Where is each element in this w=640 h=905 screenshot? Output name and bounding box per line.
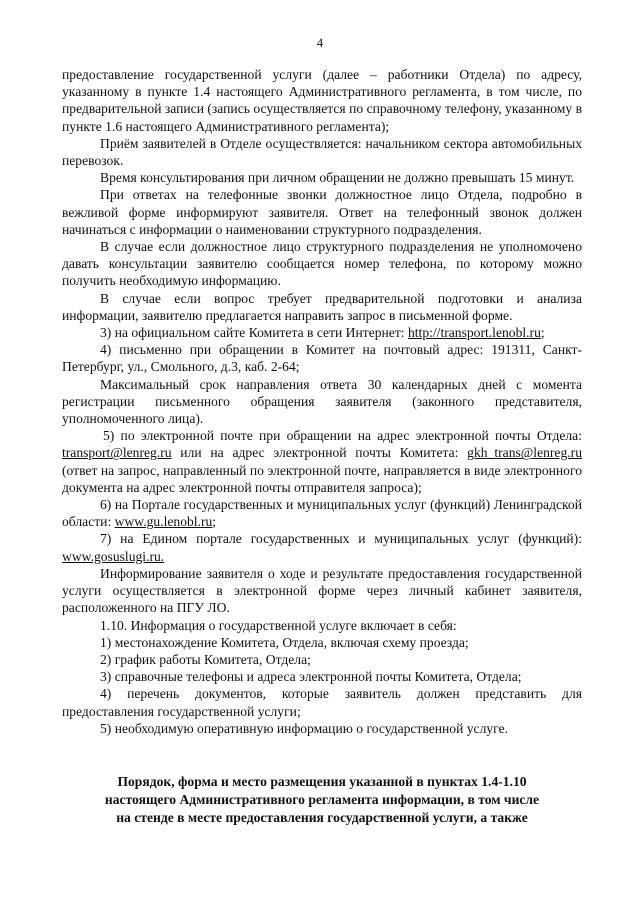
committee-website-link[interactable]: http://transport.lenobl.ru <box>407 325 541 341</box>
paragraph-19: 5) необходимую оперативную информацию о государственной услуге. <box>100 720 509 736</box>
paragraph-12 <box>62 530 582 564</box>
committee-email-link[interactable]: gkh_trans@lenreg.ru <box>467 445 582 461</box>
paragraph-4: При ответах на телефонные звонки должностное лицо Отдела, подробно в вежливой форме информируют заявителя. Ответ на телефонный звонок должен начинаться с информации о наименовании структурного подразделения. <box>62 187 582 237</box>
paragraph-7-end: ; <box>540 325 545 341</box>
paragraph-13: Информирование заявителя о ходе и результате предоставления государственной услуги осуществляется в электронной форме через личный кабинет заявителя, расположенного на ПГУ ЛО. <box>62 565 582 616</box>
paragraph-11-text: 6) на Портале государственных и муниципальных услуг (функций) Ленинградской области: <box>62 497 582 530</box>
paragraph-12-text: 7) на Едином портале государственных и муниципальных услуг (функций): <box>100 531 582 547</box>
paragraph-6: В случае если вопрос требует предварительной подготовки и анализа информации, заявителю предлагается направить запрос в письменной форме. <box>62 290 582 323</box>
paragraph-10-end: (ответ на запрос, направленный по электронной почте, направляется в виде электронного документа на адрес электронной почты отправителя запроса); <box>62 462 582 495</box>
heading-line-3: на стенде в месте предоставления государственной услуги, а также <box>116 810 528 825</box>
paragraph-2: Приём заявителей в Отделе осуществляется: начальником сектора автомобильных перевозок. <box>62 135 582 169</box>
regional-portal-link[interactable]: www.gu.lenobl.ru <box>114 514 213 530</box>
paragraph-14: 1.10. Информация о государственной услуге включает в себя: <box>100 617 457 633</box>
paragraph-15: 1) местонахождение Комитета, Отдела, включая схему проезда; <box>100 634 469 650</box>
gosuslugi-link[interactable]: www.gosuslugi.ru. <box>62 548 165 564</box>
paragraph-1: предоставление государственной услуги (далее – работники Отдела) по адресу, указанному в пункте 1.4 настоящего Административного регламента, в том числе, по предварительной записи (запись осуществляется по справочному телефону, указанному в пункте 1.6 настоящего Административного регламента); <box>62 67 582 134</box>
paragraph-16: 2) график работы Комитета, Отдела; <box>100 651 311 667</box>
paragraph-11-end: ; <box>212 514 217 530</box>
paragraph-7 <box>62 324 582 341</box>
paragraph-7-text: 3) на официальном сайте Комитета в сети Интернет: <box>100 325 408 341</box>
paragraph-17: 3) справочные телефоны и адреса электронной почты Комитета, Отдела; <box>100 669 522 685</box>
heading-line-1: Порядок, форма и место размещения указанной в пунктах 1.4-1.10 <box>117 774 527 789</box>
department-email-link[interactable]: transport@lenreg.ru <box>62 445 172 461</box>
paragraph-10 <box>62 427 582 496</box>
document-body <box>62 66 582 737</box>
paragraph-8: 4) письменно при обращении в Комитет на почтовый адрес: 191311, Санкт-Петербург, ул., Смольного, д.3, каб. 2-64; <box>62 342 582 375</box>
paragraph-9: Максимальный срок направления ответа 30 календарных дней с момента регистрации письменного обращения заявителя (законного представителя, уполномоченного лица). <box>62 376 582 427</box>
heading-line-2: настоящего Административного регламента информации, в том числе <box>104 792 540 807</box>
paragraph-10-mid: или на адрес электронной почты Комитета: <box>171 445 468 461</box>
page-number: 4 <box>316 36 324 50</box>
paragraph-5: В случае если должностное лицо структурного подразделения не уполномочено давать консультации заявителю сообщается номер телефона, по которому можно получить необходимую информацию. <box>62 239 582 289</box>
paragraph-11 <box>62 496 582 530</box>
paragraph-3: Время консультирования при личном обращении не должно превышать 15 минут. <box>100 170 575 186</box>
section-heading <box>62 773 582 827</box>
paragraph-10-text: 5) по электронной почте при обращении на адрес электронной почты Отдела: <box>103 428 582 444</box>
paragraph-18: 4) перечень документов, которые заявитель должен представить для предоставления государственной услуги; <box>62 686 582 719</box>
